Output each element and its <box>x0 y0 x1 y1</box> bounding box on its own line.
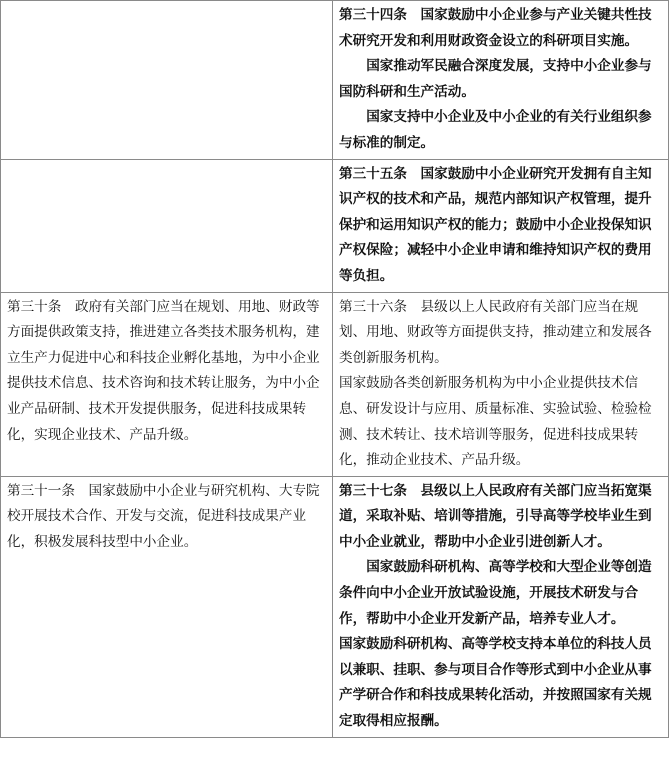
article-37-para-2: 国家鼓励科研机构、高等学校和大型企业等创造条件向中小企业开放试验设施，开展技术研发与合作，帮助中小企业开发新产品，培养专业人才。 <box>339 559 652 627</box>
article-36-para-1: 第三十六条 县级以上人民政府有关部门应当在规划、用地、财政等方面提供支持，推动建立和发展各类创新服务机构。 <box>339 298 652 366</box>
article-34-para-3: 国家支持中小企业及中小企业的有关行业组织参与标准的制定。 <box>339 109 652 151</box>
old-law-cell <box>1 292 333 476</box>
article-31-para-1: 第三十一条 国家鼓励中小企业与研究机构、大专院校开展技术合作、开发与交流，促进科技成果产业化，积极发展科技型中小企业。 <box>7 482 320 550</box>
table-row <box>1 292 669 476</box>
table-row <box>1 476 669 737</box>
table-row <box>1 1 669 160</box>
table-row <box>1 159 669 292</box>
new-law-cell <box>333 159 669 292</box>
article-34-para-1: 第三十四条 国家鼓励中小企业参与产业关键共性技术研究开发和利用财政资金设立的科研项目实施。 <box>339 7 652 49</box>
old-law-cell <box>1 476 333 737</box>
old-law-cell <box>1 159 333 292</box>
new-law-cell <box>333 1 669 160</box>
article-35-para-1: 第三十五条 国家鼓励中小企业研究开发拥有自主知识产权的技术和产品，规范内部知识产权管理，提升保护和运用知识产权的能力；鼓励中小企业投保知识产权保险；减轻中小企业申请和维持知识产权的费用等负担。 <box>339 165 652 284</box>
new-law-cell <box>333 476 669 737</box>
article-36-para-2: 国家鼓励各类创新服务机构为中小企业提供技术信息、研发设计与应用、质量标准、实验试验、检验检测、技术转让、技术培训等服务，促进科技成果转化，推动企业技术、产品升级。 <box>339 375 652 469</box>
article-37-para-3: 国家鼓励科研机构、高等学校支持本单位的科技人员以兼职、挂职、参与项目合作等形式到中小企业从事产学研合作和科技成果转化活动，并按照国家有关规定取得相应报酬。 <box>339 636 652 730</box>
article-34-para-2: 国家推动军民融合深度发展，支持中小企业参与国防科研和生产活动。 <box>339 58 652 100</box>
old-law-cell <box>1 1 333 160</box>
new-law-cell <box>333 292 669 476</box>
article-37-para-1: 第三十七条 县级以上人民政府有关部门应当拓宽渠道，采取补贴、培训等措施，引导高等学校毕业生到中小企业就业，帮助中小企业引进创新人才。 <box>339 482 652 550</box>
article-30-para-1: 第三十条 政府有关部门应当在规划、用地、财政等方面提供政策支持，推进建立各类技术服务机构，建立生产力促进中心和科技企业孵化基地，为中小企业提供技术信息、技术咨询和技术转让服务，为中小企业产品研制、技术开发提供服务，促进科技成果转化，实现企业技术、产品升级。 <box>7 298 320 443</box>
